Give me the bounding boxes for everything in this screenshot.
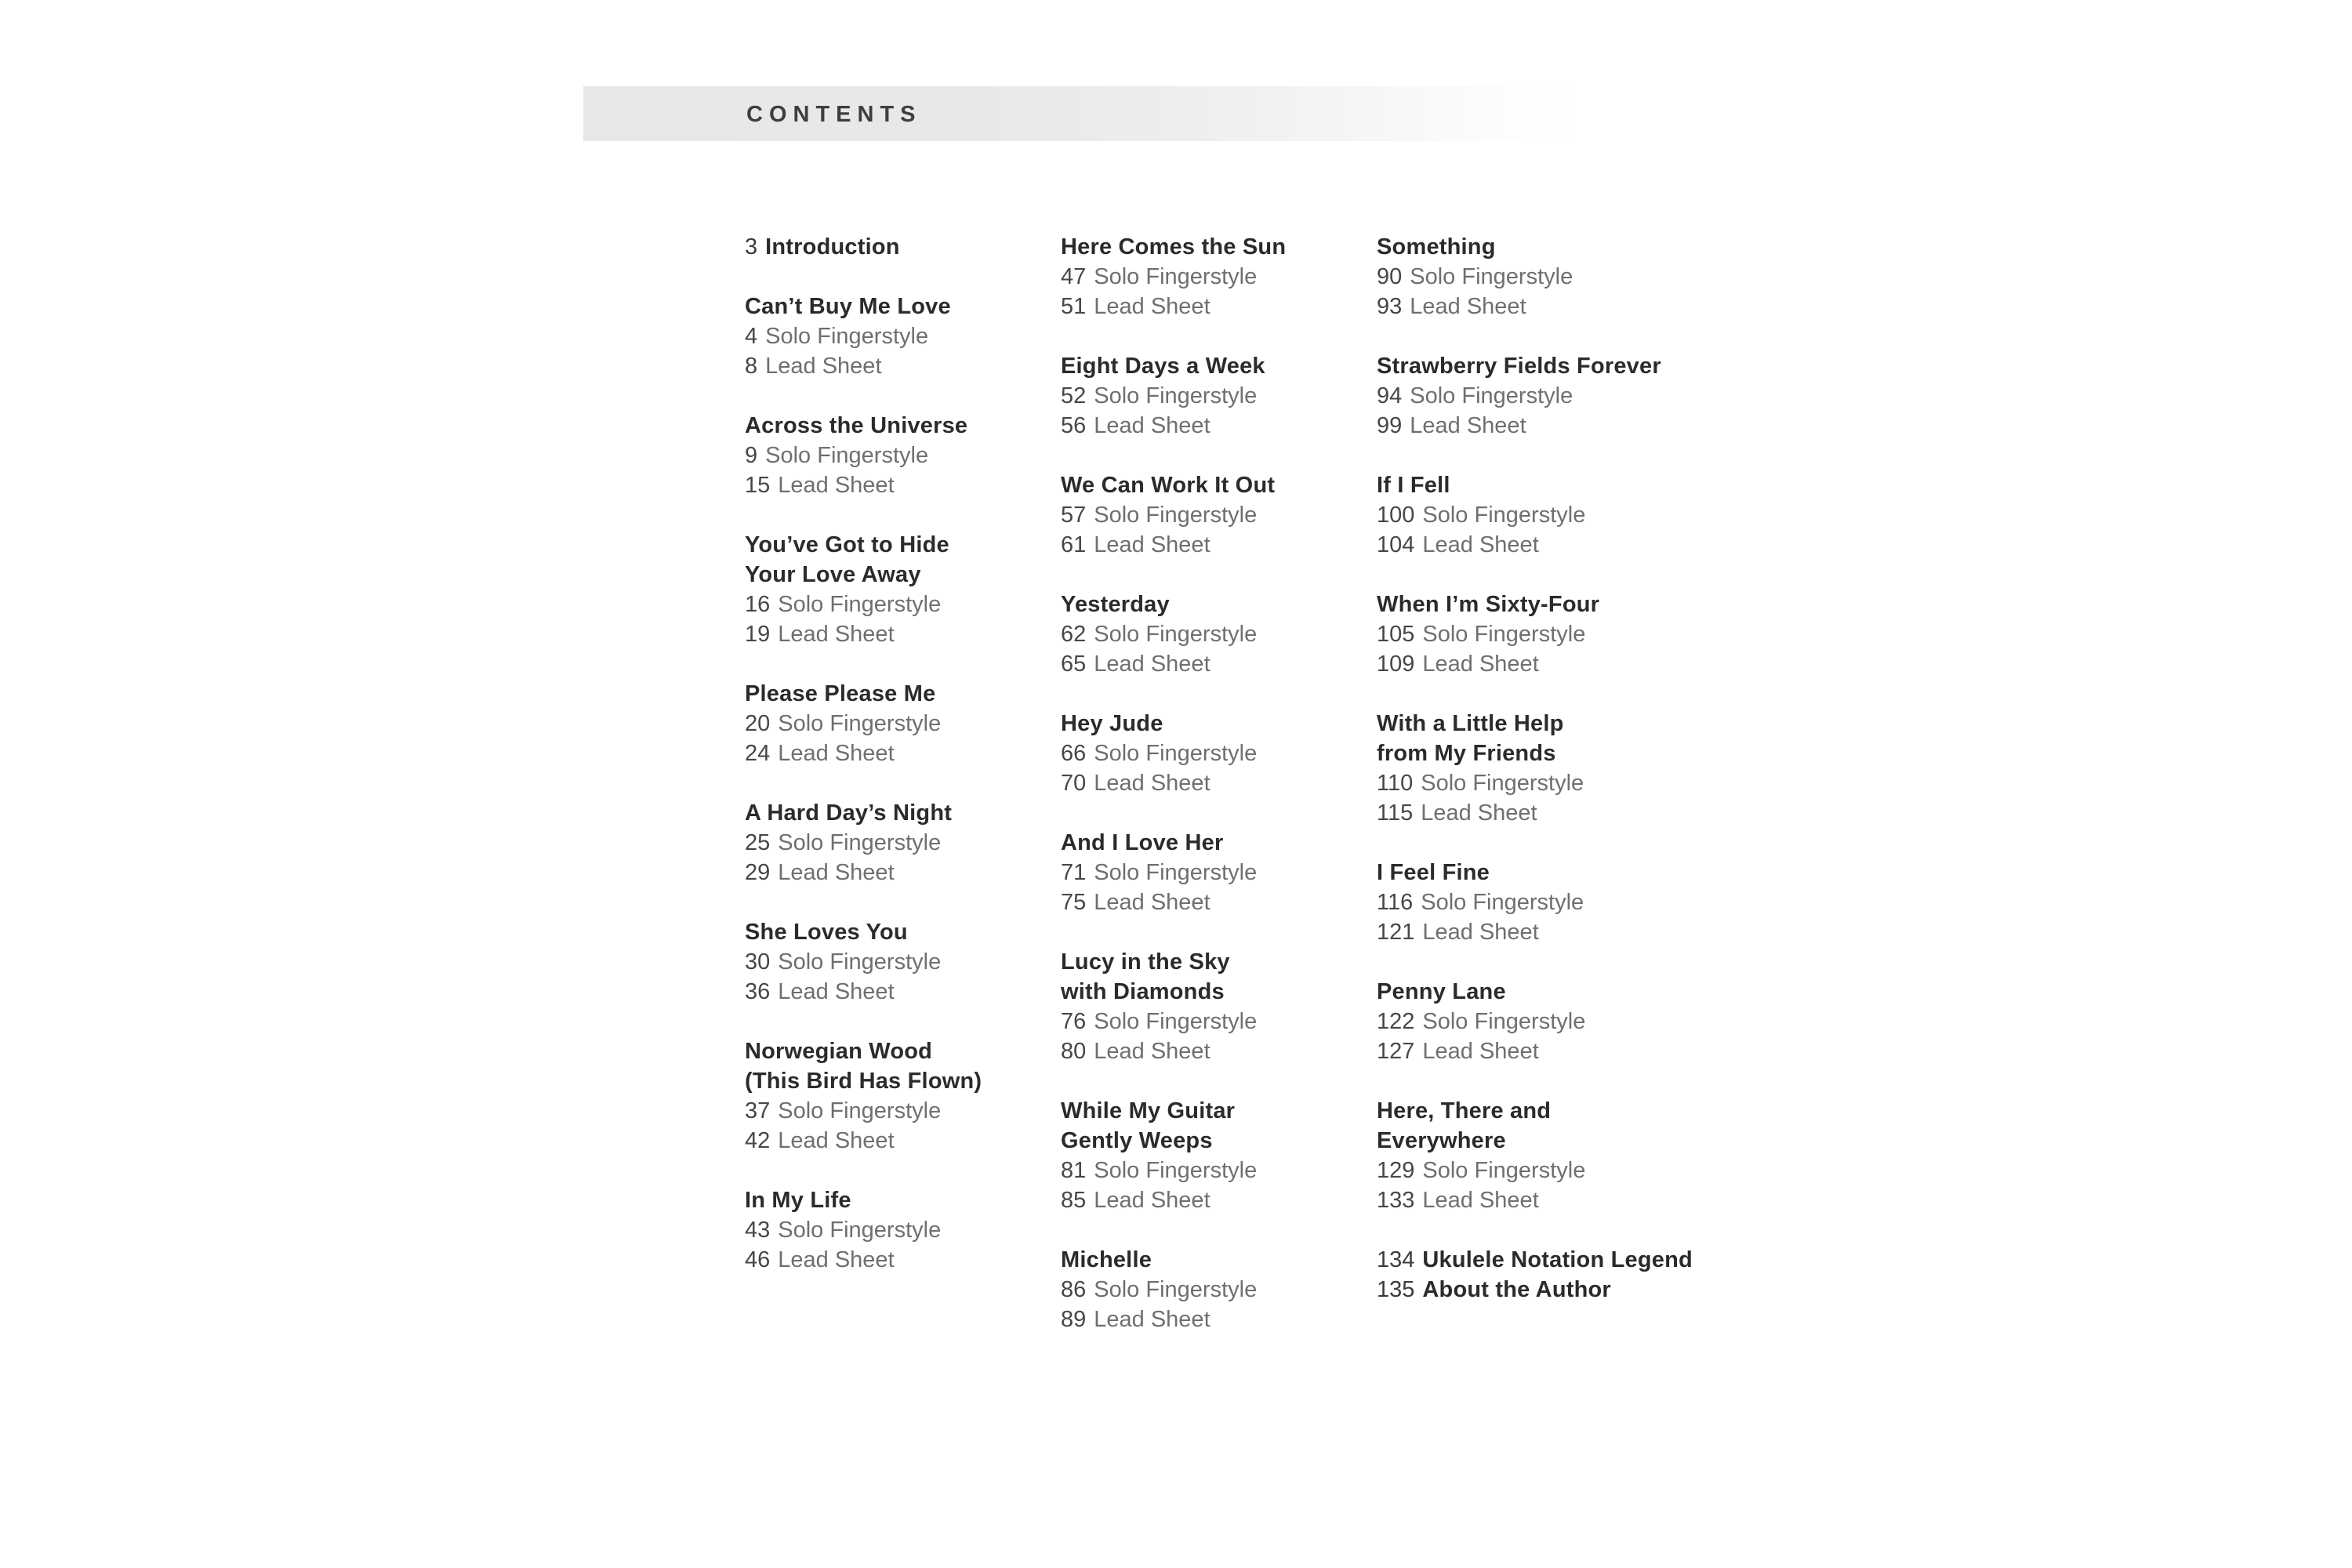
toc-entry <box>1377 500 1737 530</box>
entry-label: Lead Sheet <box>1410 294 1526 319</box>
toc-group <box>1061 1096 1377 1215</box>
entry-label: Solo Fingerstyle <box>1094 1158 1258 1183</box>
toc-entry <box>745 739 1061 768</box>
entry-label: Lead Sheet <box>778 979 895 1004</box>
page-number: 16 <box>745 592 771 617</box>
toc-entry <box>1061 411 1377 441</box>
page-number: 42 <box>745 1128 771 1153</box>
toc-entry <box>745 947 1061 977</box>
song-title-line: Here Comes the Sun <box>1061 234 1287 260</box>
page-number: 110 <box>1377 771 1414 796</box>
toc-entry <box>1377 262 1737 292</box>
toc-group <box>1377 977 1737 1066</box>
entry-label: Solo Fingerstyle <box>1094 1277 1258 1302</box>
toc-entry <box>1061 768 1377 798</box>
toc-entry <box>745 590 1061 619</box>
entry-label: Lead Sheet <box>1094 532 1210 557</box>
toc-group <box>745 679 1061 768</box>
toc-entry <box>1377 649 1737 679</box>
page-number: 85 <box>1061 1188 1087 1213</box>
page-number: 30 <box>745 949 771 975</box>
entry-label: Solo Fingerstyle <box>778 830 942 855</box>
entry-label: Solo Fingerstyle <box>778 711 942 736</box>
toc-entry <box>1061 1305 1377 1334</box>
page-number: 43 <box>745 1218 771 1243</box>
entry-label: Lead Sheet <box>1094 1188 1210 1213</box>
toc-entry <box>745 470 1061 500</box>
toc-entry <box>1377 1007 1737 1036</box>
toc-entry <box>1061 1007 1377 1036</box>
toc-entry <box>1377 887 1737 917</box>
entry-label: Solo Fingerstyle <box>1422 1009 1586 1034</box>
toc-entry <box>1377 530 1737 560</box>
song-title-line: Penny Lane <box>1377 979 1506 1004</box>
entry-label: Solo Fingerstyle <box>1422 1158 1586 1183</box>
toc-group <box>1061 351 1377 441</box>
page-number: 116 <box>1377 890 1414 915</box>
song-title-line: Strawberry Fields Forever <box>1377 354 1661 379</box>
entry-label: About the Author <box>1422 1277 1611 1302</box>
toc-entry <box>745 1096 1061 1126</box>
toc-entry <box>745 1245 1061 1275</box>
song-title-line: Something <box>1377 234 1496 260</box>
toc-column-3 <box>1377 232 1737 1364</box>
entry-label: Lead Sheet <box>765 354 882 379</box>
entry-label: Lead Sheet <box>778 473 895 498</box>
song-title-line: When I’m Sixty-Four <box>1377 592 1600 617</box>
page-number: 89 <box>1061 1307 1087 1332</box>
toc-entry <box>745 977 1061 1007</box>
entry-label: Solo Fingerstyle <box>778 1218 942 1243</box>
toc-group <box>745 292 1061 381</box>
entry-label: Solo Fingerstyle <box>778 1098 942 1123</box>
page-number: 20 <box>745 711 771 736</box>
entry-label: Lead Sheet <box>1422 652 1539 677</box>
page-number: 129 <box>1377 1158 1415 1183</box>
song-title-line: We Can Work It Out <box>1061 473 1276 498</box>
page-number: 9 <box>745 443 758 468</box>
page-number: 61 <box>1061 532 1087 557</box>
song-title-line: And I Love Her <box>1061 830 1224 855</box>
toc-entry <box>1061 858 1377 887</box>
toc-entry <box>1377 768 1737 798</box>
song-title-line: Everywhere <box>1377 1128 1506 1153</box>
toc <box>745 232 1737 1364</box>
entry-label: Lead Sheet <box>778 741 895 766</box>
page-number: 51 <box>1061 294 1087 319</box>
song-title-line: If I Fell <box>1377 473 1450 498</box>
song-title-line: with Diamonds <box>1061 979 1225 1004</box>
toc-group <box>1377 470 1737 560</box>
toc-entry <box>1377 411 1737 441</box>
contents-header-bar <box>583 86 1587 141</box>
toc-group <box>1061 828 1377 917</box>
toc-entry <box>1061 619 1377 649</box>
page-number: 15 <box>745 473 771 498</box>
page-number: 47 <box>1061 264 1087 289</box>
song-title-line: A Hard Day’s Night <box>745 800 953 826</box>
page-number: 115 <box>1377 800 1414 826</box>
entry-label: Solo Fingerstyle <box>1094 264 1258 289</box>
entry-label: Lead Sheet <box>778 622 895 647</box>
page-title: CONTENTS <box>746 102 922 127</box>
toc-entry <box>1377 381 1737 411</box>
entry-label: Solo Fingerstyle <box>1422 503 1586 528</box>
page-number: 134 <box>1377 1247 1415 1272</box>
page-number: 37 <box>745 1098 771 1123</box>
song-title-line: Michelle <box>1061 1247 1152 1272</box>
entry-label: Lead Sheet <box>1422 532 1539 557</box>
toc-entry <box>745 441 1061 470</box>
toc-group <box>1377 232 1737 321</box>
toc-group <box>1377 1245 1737 1305</box>
song-title-line: Gently Weeps <box>1061 1128 1213 1153</box>
entry-label: Solo Fingerstyle <box>1410 383 1573 408</box>
page-number: 122 <box>1377 1009 1415 1034</box>
page-number: 3 <box>745 234 758 260</box>
page-number: 109 <box>1377 652 1415 677</box>
song-title-line: Yesterday <box>1061 592 1170 617</box>
toc-entry <box>1377 1036 1737 1066</box>
page-number: 70 <box>1061 771 1087 796</box>
toc-entry <box>1061 500 1377 530</box>
entry-label: Lead Sheet <box>1422 1188 1539 1213</box>
song-title-line: With a Little Help <box>1377 711 1564 736</box>
entry-label: Lead Sheet <box>778 860 895 885</box>
toc-group <box>1377 590 1737 679</box>
entry-label: Solo Fingerstyle <box>1094 622 1258 647</box>
toc-group <box>1061 947 1377 1066</box>
page-number: 94 <box>1377 383 1403 408</box>
page-number: 29 <box>745 860 771 885</box>
toc-group <box>1377 1096 1737 1215</box>
page-number: 80 <box>1061 1039 1087 1064</box>
toc-entry <box>745 351 1061 381</box>
entry-label: Solo Fingerstyle <box>778 949 942 975</box>
song-title-line: Hey Jude <box>1061 711 1163 736</box>
page-number: 86 <box>1061 1277 1087 1302</box>
entry-label: Lead Sheet <box>1094 294 1210 319</box>
page-number: 25 <box>745 830 771 855</box>
toc-group <box>1061 1245 1377 1334</box>
page-number: 76 <box>1061 1009 1087 1034</box>
entry-label: Solo Fingerstyle <box>1094 1009 1258 1034</box>
entry-label: Solo Fingerstyle <box>1410 264 1573 289</box>
entry-label: Lead Sheet <box>1422 1039 1539 1064</box>
entry-label: Solo Fingerstyle <box>1094 860 1258 885</box>
toc-entry <box>1061 1185 1377 1215</box>
song-title-line: Norwegian Wood <box>745 1039 933 1064</box>
page-number: 105 <box>1377 622 1415 647</box>
entry-label: Solo Fingerstyle <box>1094 503 1258 528</box>
entry-label: Solo Fingerstyle <box>1422 622 1586 647</box>
toc-group <box>1061 709 1377 798</box>
toc-group <box>745 232 1061 262</box>
page-number: 24 <box>745 741 771 766</box>
toc-group <box>1377 709 1737 828</box>
page-number: 75 <box>1061 890 1087 915</box>
toc-entry <box>745 709 1061 739</box>
toc-entry <box>1377 1245 1737 1275</box>
page-number: 127 <box>1377 1039 1415 1064</box>
page-number: 66 <box>1061 741 1087 766</box>
entry-label: Lead Sheet <box>1094 771 1210 796</box>
page-number: 104 <box>1377 532 1415 557</box>
toc-entry <box>745 858 1061 887</box>
page-number: 4 <box>745 324 758 349</box>
song-title-line: You’ve Got to Hide <box>745 532 949 557</box>
toc-group <box>745 1036 1061 1156</box>
toc-group <box>745 798 1061 887</box>
toc-group <box>1061 470 1377 560</box>
toc-entry <box>1377 798 1737 828</box>
entry-label: Lead Sheet <box>1094 1039 1210 1064</box>
song-title-line: (This Bird Has Flown) <box>745 1069 982 1094</box>
song-title-line: Across the Universe <box>745 413 968 438</box>
toc-group <box>745 530 1061 649</box>
page-number: 52 <box>1061 383 1087 408</box>
song-title-line: Can’t Buy Me Love <box>745 294 951 319</box>
song-title-line: In My Life <box>745 1188 851 1213</box>
toc-column-2 <box>1061 232 1377 1364</box>
song-title-line: from My Friends <box>1377 741 1556 766</box>
toc-entry <box>1061 739 1377 768</box>
page-number: 133 <box>1377 1188 1415 1213</box>
page-number: 65 <box>1061 652 1087 677</box>
toc-entry <box>1377 1275 1737 1305</box>
song-title-line: Here, There and <box>1377 1098 1552 1123</box>
entry-label: Ukulele Notation Legend <box>1422 1247 1693 1272</box>
toc-entry <box>1377 292 1737 321</box>
entry-label: Lead Sheet <box>1094 890 1210 915</box>
entry-label: Lead Sheet <box>778 1247 895 1272</box>
toc-entry <box>745 619 1061 649</box>
page-number: 46 <box>745 1247 771 1272</box>
toc-group <box>745 411 1061 500</box>
entry-label: Lead Sheet <box>778 1128 895 1153</box>
song-title-line: Please Please Me <box>745 681 936 706</box>
entry-label: Lead Sheet <box>1421 800 1537 826</box>
page-number: 121 <box>1377 920 1415 945</box>
toc-entry <box>1061 292 1377 321</box>
page-number: 56 <box>1061 413 1087 438</box>
toc-entry <box>1061 887 1377 917</box>
toc-entry <box>1061 1036 1377 1066</box>
entry-label: Solo Fingerstyle <box>765 324 929 349</box>
page-number: 8 <box>745 354 758 379</box>
toc-group <box>1061 590 1377 679</box>
toc-entry <box>745 1126 1061 1156</box>
entry-label: Lead Sheet <box>1422 920 1539 945</box>
toc-entry <box>1061 1156 1377 1185</box>
entry-label: Lead Sheet <box>1094 652 1210 677</box>
page-number: 36 <box>745 979 771 1004</box>
toc-entry <box>745 828 1061 858</box>
toc-entry <box>1377 1185 1737 1215</box>
entry-label: Solo Fingerstyle <box>778 592 942 617</box>
toc-entry <box>745 232 1061 262</box>
song-title-line: Eight Days a Week <box>1061 354 1265 379</box>
page-number: 135 <box>1377 1277 1415 1302</box>
entry-label: Lead Sheet <box>1094 413 1210 438</box>
page-number: 57 <box>1061 503 1087 528</box>
toc-entry <box>1377 917 1737 947</box>
entry-label: Solo Fingerstyle <box>1094 741 1258 766</box>
song-title-line: While My Guitar <box>1061 1098 1236 1123</box>
song-title-line: Your Love Away <box>745 562 921 587</box>
toc-entry <box>1377 619 1737 649</box>
song-title-line: She Loves You <box>745 920 908 945</box>
page-number: 81 <box>1061 1158 1087 1183</box>
toc-entry <box>1061 381 1377 411</box>
toc-group <box>745 1185 1061 1275</box>
page-number: 71 <box>1061 860 1087 885</box>
song-title-line: I Feel Fine <box>1377 860 1490 885</box>
toc-entry <box>1061 1275 1377 1305</box>
entry-label: Solo Fingerstyle <box>1421 890 1584 915</box>
page-number: 99 <box>1377 413 1403 438</box>
page-number: 93 <box>1377 294 1403 319</box>
toc-group <box>1061 232 1377 321</box>
entry-label: Lead Sheet <box>1410 413 1526 438</box>
page-number: 19 <box>745 622 771 647</box>
entry-label: Solo Fingerstyle <box>1094 383 1258 408</box>
entry-label: Lead Sheet <box>1094 1307 1210 1332</box>
page-number: 90 <box>1377 264 1403 289</box>
page-number: 62 <box>1061 622 1087 647</box>
page-number: 100 <box>1377 503 1415 528</box>
toc-entry <box>1061 530 1377 560</box>
toc-entry <box>1061 649 1377 679</box>
toc-entry <box>1061 262 1377 292</box>
toc-entry <box>745 1215 1061 1245</box>
toc-column-1 <box>745 232 1061 1364</box>
toc-entry <box>745 321 1061 351</box>
entry-label: Introduction <box>765 234 900 260</box>
toc-group <box>1377 858 1737 947</box>
toc-group <box>745 917 1061 1007</box>
toc-entry <box>1377 1156 1737 1185</box>
song-title-line: Lucy in the Sky <box>1061 949 1230 975</box>
entry-label: Solo Fingerstyle <box>765 443 929 468</box>
toc-group <box>1377 351 1737 441</box>
entry-label: Solo Fingerstyle <box>1421 771 1584 796</box>
